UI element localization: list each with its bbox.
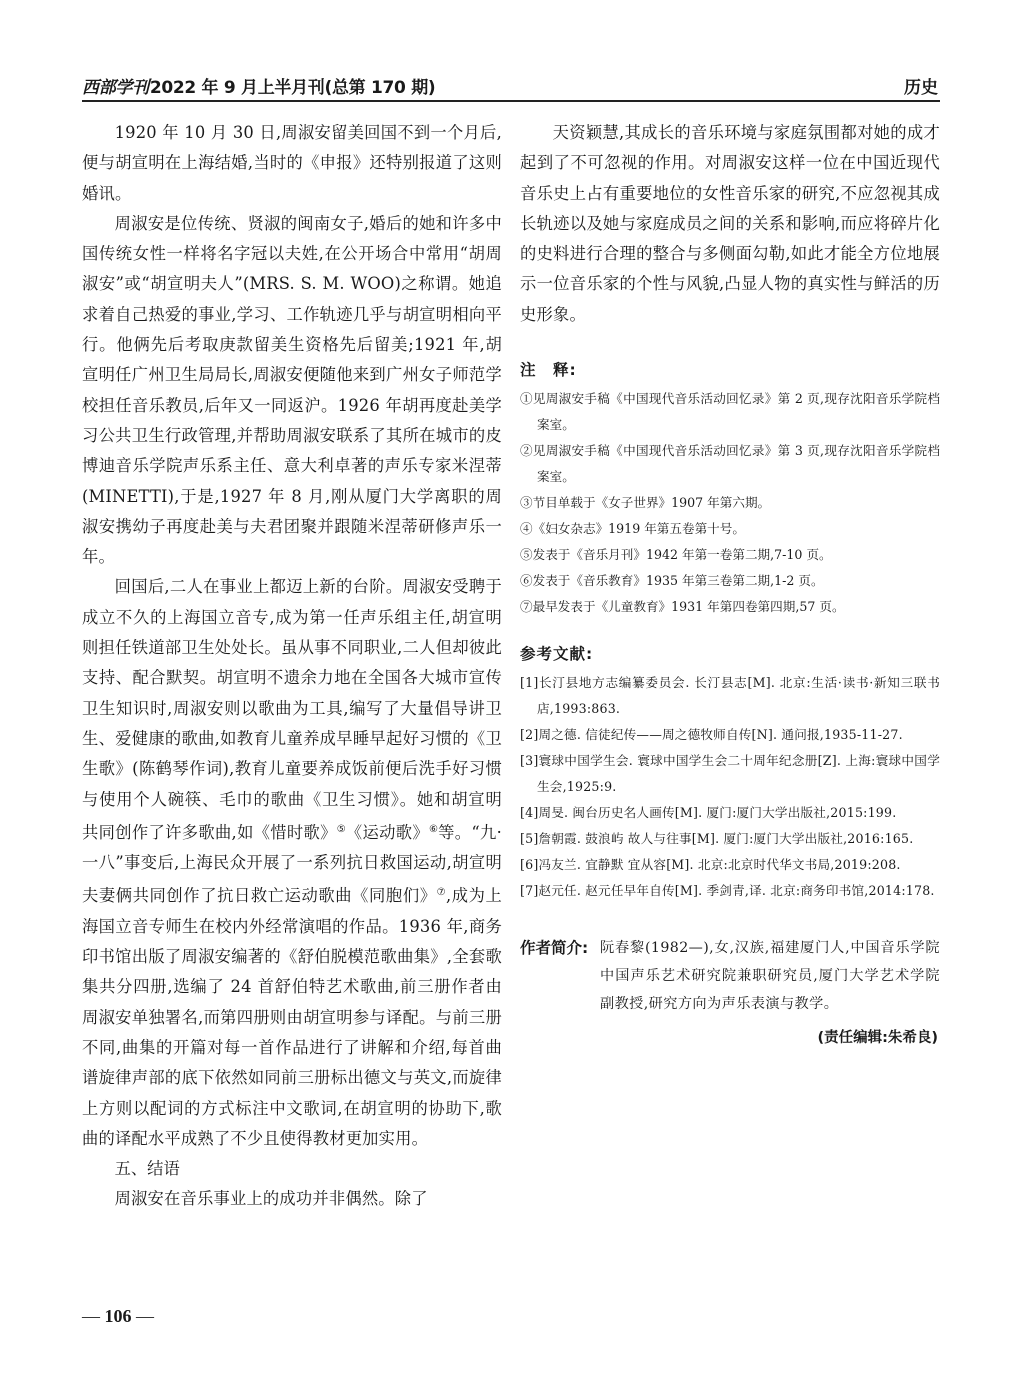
issue-info: 2022 年 9 月上半月刊(总第 170 期) (149, 78, 436, 98)
reference-item: [2]周之德. 信徒纪传——周之德牧师自传[N]. 通问报,1935-11-27. (520, 727, 903, 743)
paragraph: 周淑安是位传统、贤淑的闽南女子,婚后的她和许多中国传统女性一样将名字冠以夫姓,在公开场合中常用“胡周淑安”或“胡宣明夫人”(MRS. S. M. WOO)之称谓。她追求着自己热爱的事业,学习、工作轨迹几乎与胡宣明相向平行。他俩先后考取庚款留美生资格先后留美;1921 年,胡宣明任广州卫生局局长,周淑安便随他来到广州女子师范学校担任音乐教员,后年又一同返沪。1926 年胡再度赴美学习公共卫生行政管理,并帮助周淑安联系了其所在城市的皮博迪音乐学院声乐系主任、意大利卓著的声乐专家米涅蒂(MINETTI),于是,1927 年 8 月,刚从厦门大学离职的周淑安携幼子再度赴美与夫君团聚并跟随米涅蒂研修声乐一年。 (82, 213, 502, 567)
reference-item: [4]周旻. 闽台历史名人画传[M]. 厦门:厦门大学出版社,2015:199. (520, 805, 897, 821)
left-column (82, 118, 502, 1215)
paragraph: 周淑安在音乐事业上的成功并非偶然。除了 (114, 1189, 428, 1209)
page-number-value: 106 (104, 1306, 132, 1326)
author-label: 作者简介: (520, 939, 589, 958)
references-title: 参考文献: (520, 645, 594, 664)
reference-item: [1]长汀县地方志编纂委员会. 长汀县志[M]. 北京:生活·读书·新知三联书店,1993:863. (520, 675, 940, 717)
notes-list (520, 386, 940, 620)
page-number-dash: — (82, 1306, 105, 1326)
responsible-editor: (责任编辑:朱希良) (817, 1030, 938, 1047)
page-number (82, 1306, 154, 1327)
author-text: 阮春黎(1982—),女,汉族,福建厦门人,中国音乐学院中国声乐艺术研究院兼职研究员,厦门大学艺术学院副教授,研究方向为声乐表演与教学。 (600, 940, 940, 1013)
author-bio (520, 934, 940, 1018)
footnote-marker: ⑦ (436, 887, 446, 899)
page-header (82, 70, 940, 102)
journal-title (82, 73, 435, 98)
paragraph-text: ,成为上海国立音专师生在校内外经常演唱的作品。1936 年,商务印书馆出版了周淑安编著的《舒伯脱模范歌曲集》,全套歌集共分四册,选编了 24 首舒伯特艺术歌曲,前三册作者由周淑安单独署名,而第四册则由胡宣明参与译配。与前三册不同,曲集的开篇对每一首作品进行了讲解和介绍,每首曲谱旋律声部的底下依然如同前三册标出德文与英文,而旋律上方则以配词的方式标注中文歌词,在胡宣明的协助下,歌曲的译配水平成熟了不少且使得教材更加实用。 (82, 886, 502, 1148)
note-item: ⑥发表于《音乐教育》1935 年第三卷第二期,1-2 页。 (520, 573, 824, 589)
section-tag: 历史 (904, 78, 938, 98)
footnote-marker: ⑥ (428, 823, 439, 835)
section-heading: 五、结语 (114, 1159, 180, 1179)
journal-logo: 西部学刊 (82, 78, 149, 98)
note-item: ③节目单载于《女子世界》1907 年第六期。 (520, 495, 771, 511)
paragraph: 1920 年 10 月 30 日,周淑安留美回国不到一个月后,便与胡宣明在上海结婚,当时的《申报》还特别报道了这则婚讯。 (82, 123, 502, 203)
paragraph-text: 等。“九·一八”事变后,上海民众开展了一系列抗日救国运动,胡宣明夫妻俩共同创作了抗日救亡运动歌曲《同胞们》 (82, 822, 502, 906)
reference-item: [6]冯友兰. 宜静默 宜从容[M]. 北京:北京时代华文书局,2019:208. (520, 857, 901, 873)
note-item: ⑤发表于《音乐月刊》1942 年第一卷第二期,7-10 页。 (520, 547, 832, 563)
right-column (520, 118, 940, 1047)
note-item: ②见周淑安手稿《中国现代音乐活动回忆录》第 3 页,现存沈阳音乐学院档案室。 (520, 443, 940, 485)
note-item: ⑦最早发表于《儿童教育》1931 年第四卷第四期,57 页。 (520, 599, 845, 615)
paragraph: 天资颖慧,其成长的音乐环境与家庭氛围都对她的成才起到了不可忽视的作用。对周淑安这样一位在中国近现代音乐史上占有重要地位的女性音乐家的研究,不应忽视其成长轨迹以及她与家庭成员之间的关系和影响,而应将碎片化的史料进行合理的整合与多侧面勾勒,如此才能全方位地展示一位音乐家的个性与风貌,凸显人物的真实性与鲜活的历史形象。 (520, 123, 940, 324)
footnote-marker: ⑤ (336, 823, 346, 835)
paragraph (82, 572, 502, 1154)
note-item: ④《妇女杂志》1919 年第五卷第十号。 (520, 521, 745, 537)
page-number-dash: — (131, 1306, 154, 1326)
paragraph-text: 回国后,二人在事业上都迈上新的台阶。周淑安受聘于成立不久的上海国立音专,成为第一任声乐组主任,胡宣明则担任铁道部卫生处处长。虽从事不同职业,二人但却彼此支持、配合默契。胡宣明不遗余力地在全国各大城市宣传卫生知识时,周淑安则以歌曲为工具,编写了大量倡导讲卫生、爱健康的歌曲,如教育儿童养成早睡早起好习惯的《卫生歌》(陈鹤琴作词),教育儿童要养成饭前便后洗手好习惯与使用个人碗筷、毛巾的歌曲《卫生习惯》。她和胡宣明共同创作了许多歌曲,如《惜时歌》 (82, 577, 502, 842)
reference-item: [3]寰球中国学生会. 寰球中国学生会二十周年纪念册[Z]. 上海:寰球中国学生会,1925:9. (520, 753, 940, 795)
paragraph-text: 《运动歌》 (345, 822, 429, 842)
note-item: ①见周淑安手稿《中国现代音乐活动回忆录》第 2 页,现存沈阳音乐学院档案室。 (520, 391, 940, 433)
notes-title: 注 释: (520, 361, 577, 380)
reference-item: [7]赵元任. 赵元任早年自传[M]. 季剑青,译. 北京:商务印书馆,2014:178. (520, 883, 935, 899)
references-list (520, 670, 940, 904)
reference-item: [5]詹朝霞. 鼓浪屿 故人与往事[M]. 厦门:厦门大学出版社,2016:165. (520, 831, 914, 847)
